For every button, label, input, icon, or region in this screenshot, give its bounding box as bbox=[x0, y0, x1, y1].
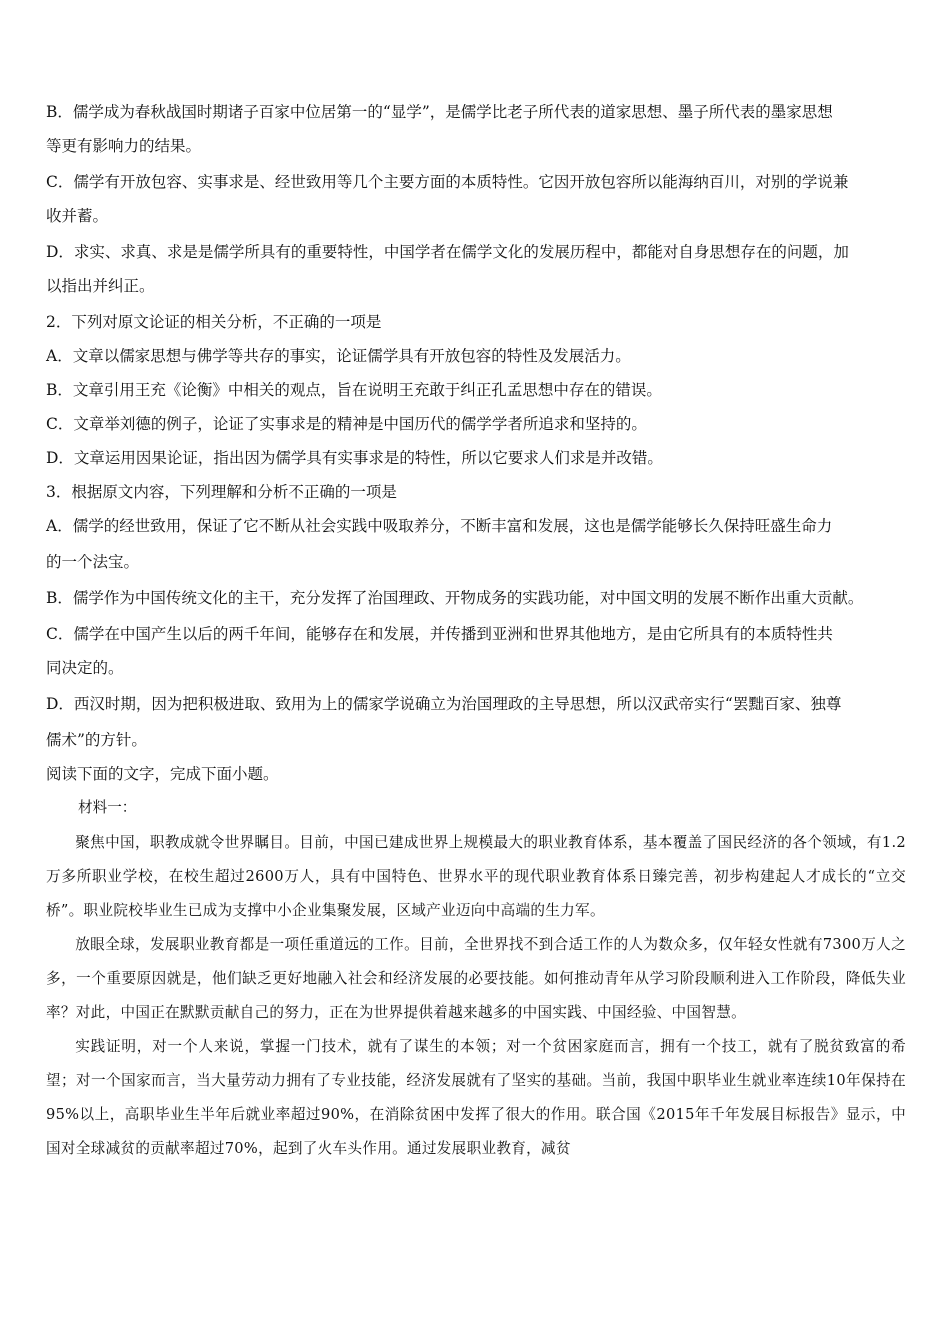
material-paragraph: 实践证明，对一个人来说，掌握一门技术，就有了谋生的本领；对一个贫困家庭而言，拥有一个技工，就有了脱贫致富的希望；对一个国家而言，当大量劳动力拥有了专业技能，经济发展就有了坚实的基础。当前，我国中职毕业生就业率连续10年保持在95%以上，高职毕业生半年后就业率超过90%，在消除贫困中发挥了很大的作用。联合国《2015年千年发展目标报告》显示，中国对全球减贫的贡献率超过70%，起到了火车头作用。通过发展职业教育，减贫 bbox=[46, 1038, 906, 1157]
q3-option-d-line-1: D．西汉时期，因为把积极进取、致用为上的儒家学说确立为治国理政的主导思想，所以汉武帝实行“罢黜百家、独尊 bbox=[46, 695, 842, 713]
q2-option-d: D．文章运用因果论证，指出因为儒学具有实事求是的特性，所以它要求人们求是并改错。 bbox=[46, 449, 663, 467]
q1-option-c-line-1: C．儒学有开放包容、实事求是、经世致用等几个主要方面的本质特性。它因开放包容所以能海纳百川，对别的学说兼 bbox=[46, 173, 849, 191]
q3-option-c-line-2: 同决定的。 bbox=[46, 659, 124, 677]
q1-option-d-line-2: 以指出并纠正。 bbox=[46, 277, 155, 295]
q3-stem: 3．根据原文内容，下列理解和分析不正确的一项是 bbox=[46, 483, 397, 501]
q3-option-d-line-2: 儒术”的方针。 bbox=[46, 731, 147, 749]
material-paragraph: 放眼全球，发展职业教育都是一项任重道远的工作。目前，全世界找不到合适工作的人为数众多，仅年轻女性就有7300万人之多，一个重要原因就是，他们缺乏更好地融入社会和经济发展的必要技能。如何推动青年从学习阶段顺利进入工作阶段，降低失业率？对此，中国正在默默贡献自己的努力，正在为世界提供着越来越多的中国实践、中国经验、中国智慧。 bbox=[46, 936, 906, 1021]
q3-option-a-line-2: 的一个法宝。 bbox=[46, 553, 140, 571]
q3-option-a-line-1: A．儒学的经世致用，保证了它不断从社会实践中吸取养分，不断丰富和发展，这也是儒学能够长久保持旺盛生命力 bbox=[46, 517, 833, 535]
q1-option-d-line-1: D．求实、求真、求是是儒学所具有的重要特性，中国学者在儒学文化的发展历程中，都能对自身思想存在的问题，加 bbox=[46, 243, 849, 261]
q1-option-b-line-1: B．儒学成为春秋战国时期诸子百家中位居第一的“显学”，是儒学比老子所代表的道家思想、墨子所代表的墨家思想 bbox=[46, 103, 833, 121]
reading-instruction: 阅读下面的文字，完成下面小题。 bbox=[46, 765, 279, 783]
material-body bbox=[46, 826, 906, 1166]
q2-option-b: B．文章引用王充《论衡》中相关的观点，旨在说明王充敢于纠正孔孟思想中存在的错误。 bbox=[46, 381, 662, 399]
q3-option-b: B．儒学作为中国传统文化的主干，充分发挥了治国理政、开物成务的实践功能，对中国文明的发展不断作出重大贡献。 bbox=[46, 589, 864, 607]
q2-option-c: C．文章举刘德的例子，论证了实事求是的精神是中国历代的儒学学者所追求和坚持的。 bbox=[46, 415, 647, 433]
q3-option-c-line-1: C．儒学在中国产生以后的两千年间，能够存在和发展，并传播到亚洲和世界其他地方，是由它所具有的本质特性共 bbox=[46, 625, 833, 643]
q1-option-b-line-2: 等更有影响力的结果。 bbox=[46, 137, 202, 155]
q2-option-a: A．文章以儒家思想与佛学等共存的事实，论证儒学具有开放包容的特性及发展活力。 bbox=[46, 347, 631, 365]
q2-stem: 2．下列对原文论证的相关分析，不正确的一项是 bbox=[46, 313, 382, 331]
q1-option-c-line-2: 收并蓄。 bbox=[46, 207, 109, 225]
material-paragraph: 聚焦中国，职教成就令世界瞩目。目前，中国已建成世界上规模最大的职业教育体系，基本覆盖了国民经济的各个领域，有1.2万多所职业学校，在校生超过2600万人，具有中国特色、世界水平的现代职业教育体系日臻完善，初步构建起人才成长的“立交桥”。职业院校毕业生已成为支撑中小企业集聚发展，区域产业迈向中高端的生力军。 bbox=[46, 834, 906, 919]
material-label: 材料一： bbox=[78, 799, 137, 816]
